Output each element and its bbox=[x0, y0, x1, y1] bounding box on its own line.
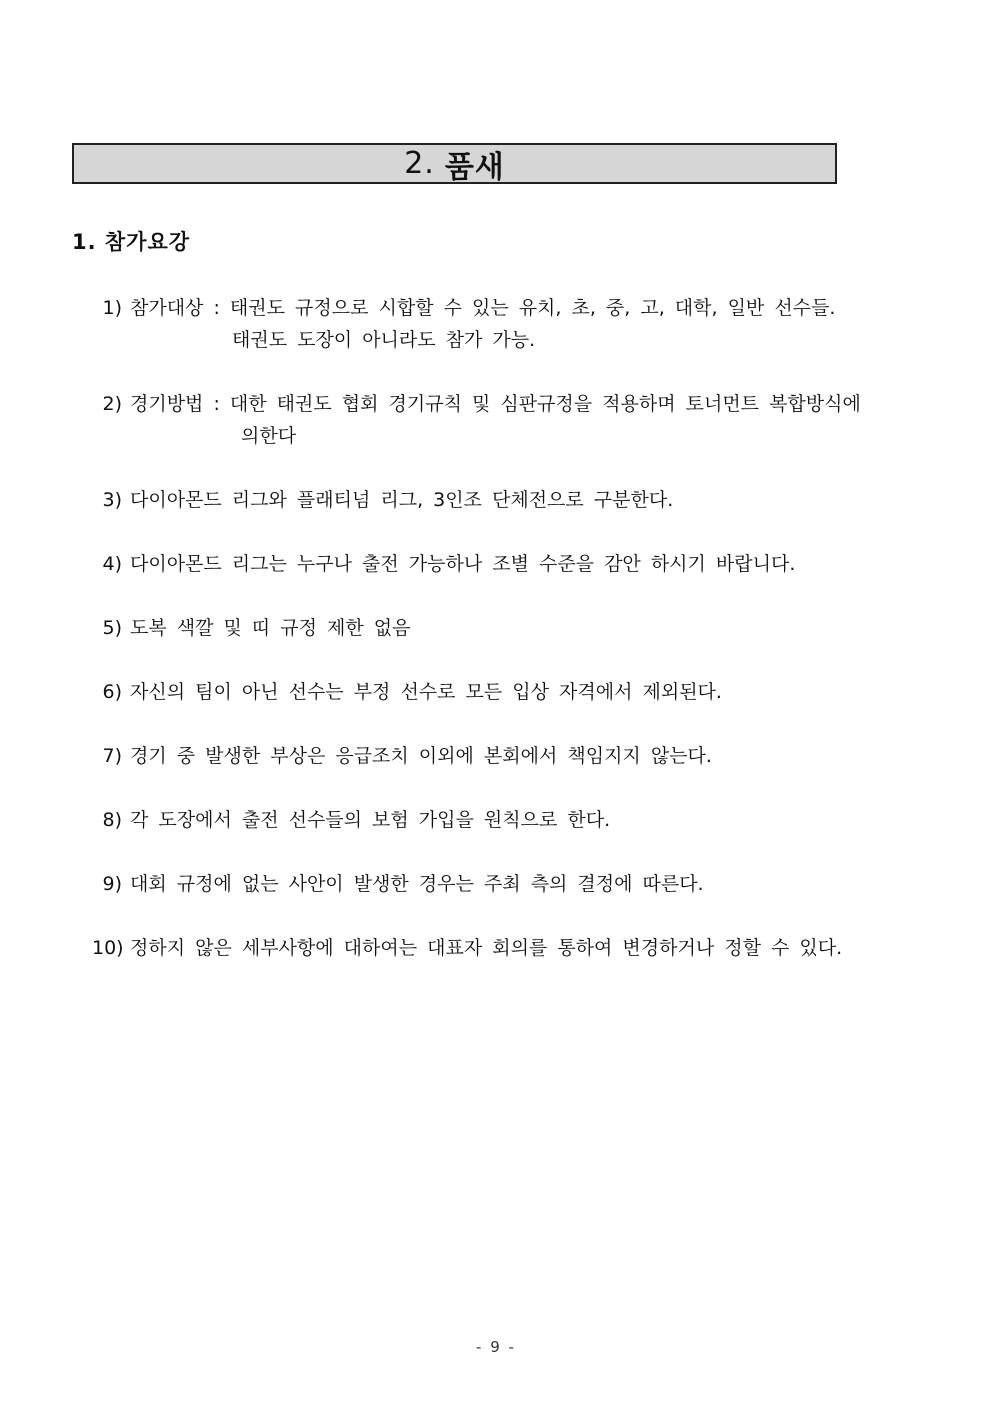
item-number: 10) bbox=[92, 937, 124, 959]
chapter-title: 품새 bbox=[444, 149, 505, 185]
chapter-number: 2. bbox=[404, 146, 435, 181]
list-item bbox=[92, 388, 861, 447]
item-text: 다이아몬드 리그는 누구나 출전 가능하나 조별 수준을 감안 하시기 바랍니다. bbox=[130, 553, 796, 575]
item-label: 참가대상 : bbox=[130, 297, 220, 319]
item-continuation: 의한다 bbox=[241, 425, 297, 447]
item-text: 정하지 않은 세부사항에 대하여는 대표자 회의를 통하여 변경하거나 정할 수 있다. bbox=[130, 937, 843, 959]
item-text: 도복 색깔 및 띠 규정 제한 없음 bbox=[130, 617, 411, 639]
item-number: 9) bbox=[102, 873, 122, 895]
item-text: 자신의 팀이 아닌 선수는 부정 선수로 모든 입상 자격에서 제외된다. bbox=[130, 681, 722, 703]
section-heading: 1. 참가요강 bbox=[72, 230, 191, 254]
item-number: 1) bbox=[102, 297, 122, 319]
item-number: 6) bbox=[102, 681, 122, 703]
item-text: 태권도 규정으로 시합할 수 있는 유치, 초, 중, 고, 대학, 일반 선수들. bbox=[229, 297, 836, 319]
list-item bbox=[92, 804, 610, 836]
item-text: 경기 중 발생한 부상은 응급조치 이외에 본회에서 책임지지 않는다. bbox=[130, 745, 712, 767]
item-number: 4) bbox=[102, 553, 122, 575]
list-item bbox=[92, 868, 704, 900]
item-text: 대회 규정에 없는 사안이 발생한 경우는 주최 측의 결정에 따른다. bbox=[130, 873, 704, 895]
list-item bbox=[92, 932, 842, 964]
item-number: 7) bbox=[102, 745, 122, 767]
page-number: - 9 - bbox=[476, 1338, 516, 1356]
item-number: 2) bbox=[102, 393, 122, 415]
list-item bbox=[92, 612, 411, 644]
item-number: 8) bbox=[102, 809, 122, 831]
list-item bbox=[92, 292, 836, 351]
chapter-title-box bbox=[72, 143, 837, 184]
list-item bbox=[92, 740, 712, 772]
item-label: 경기방법 : bbox=[130, 393, 220, 415]
item-text: 각 도장에서 출전 선수들의 보험 가입을 원칙으로 한다. bbox=[130, 809, 611, 831]
item-number: 3) bbox=[102, 489, 122, 511]
item-text: 다이아몬드 리그와 플래티넘 리그, 3인조 단체전으로 구분한다. bbox=[130, 489, 674, 511]
list-item bbox=[92, 484, 673, 516]
item-text: 대한 태권도 협회 경기규칙 및 심판규정을 적용하며 토너먼트 복합방식에 bbox=[229, 393, 861, 415]
list-item bbox=[92, 676, 722, 708]
item-number: 5) bbox=[102, 617, 122, 639]
item-continuation: 태권도 도장이 아니라도 참가 가능. bbox=[232, 329, 536, 351]
list-item bbox=[92, 548, 795, 580]
